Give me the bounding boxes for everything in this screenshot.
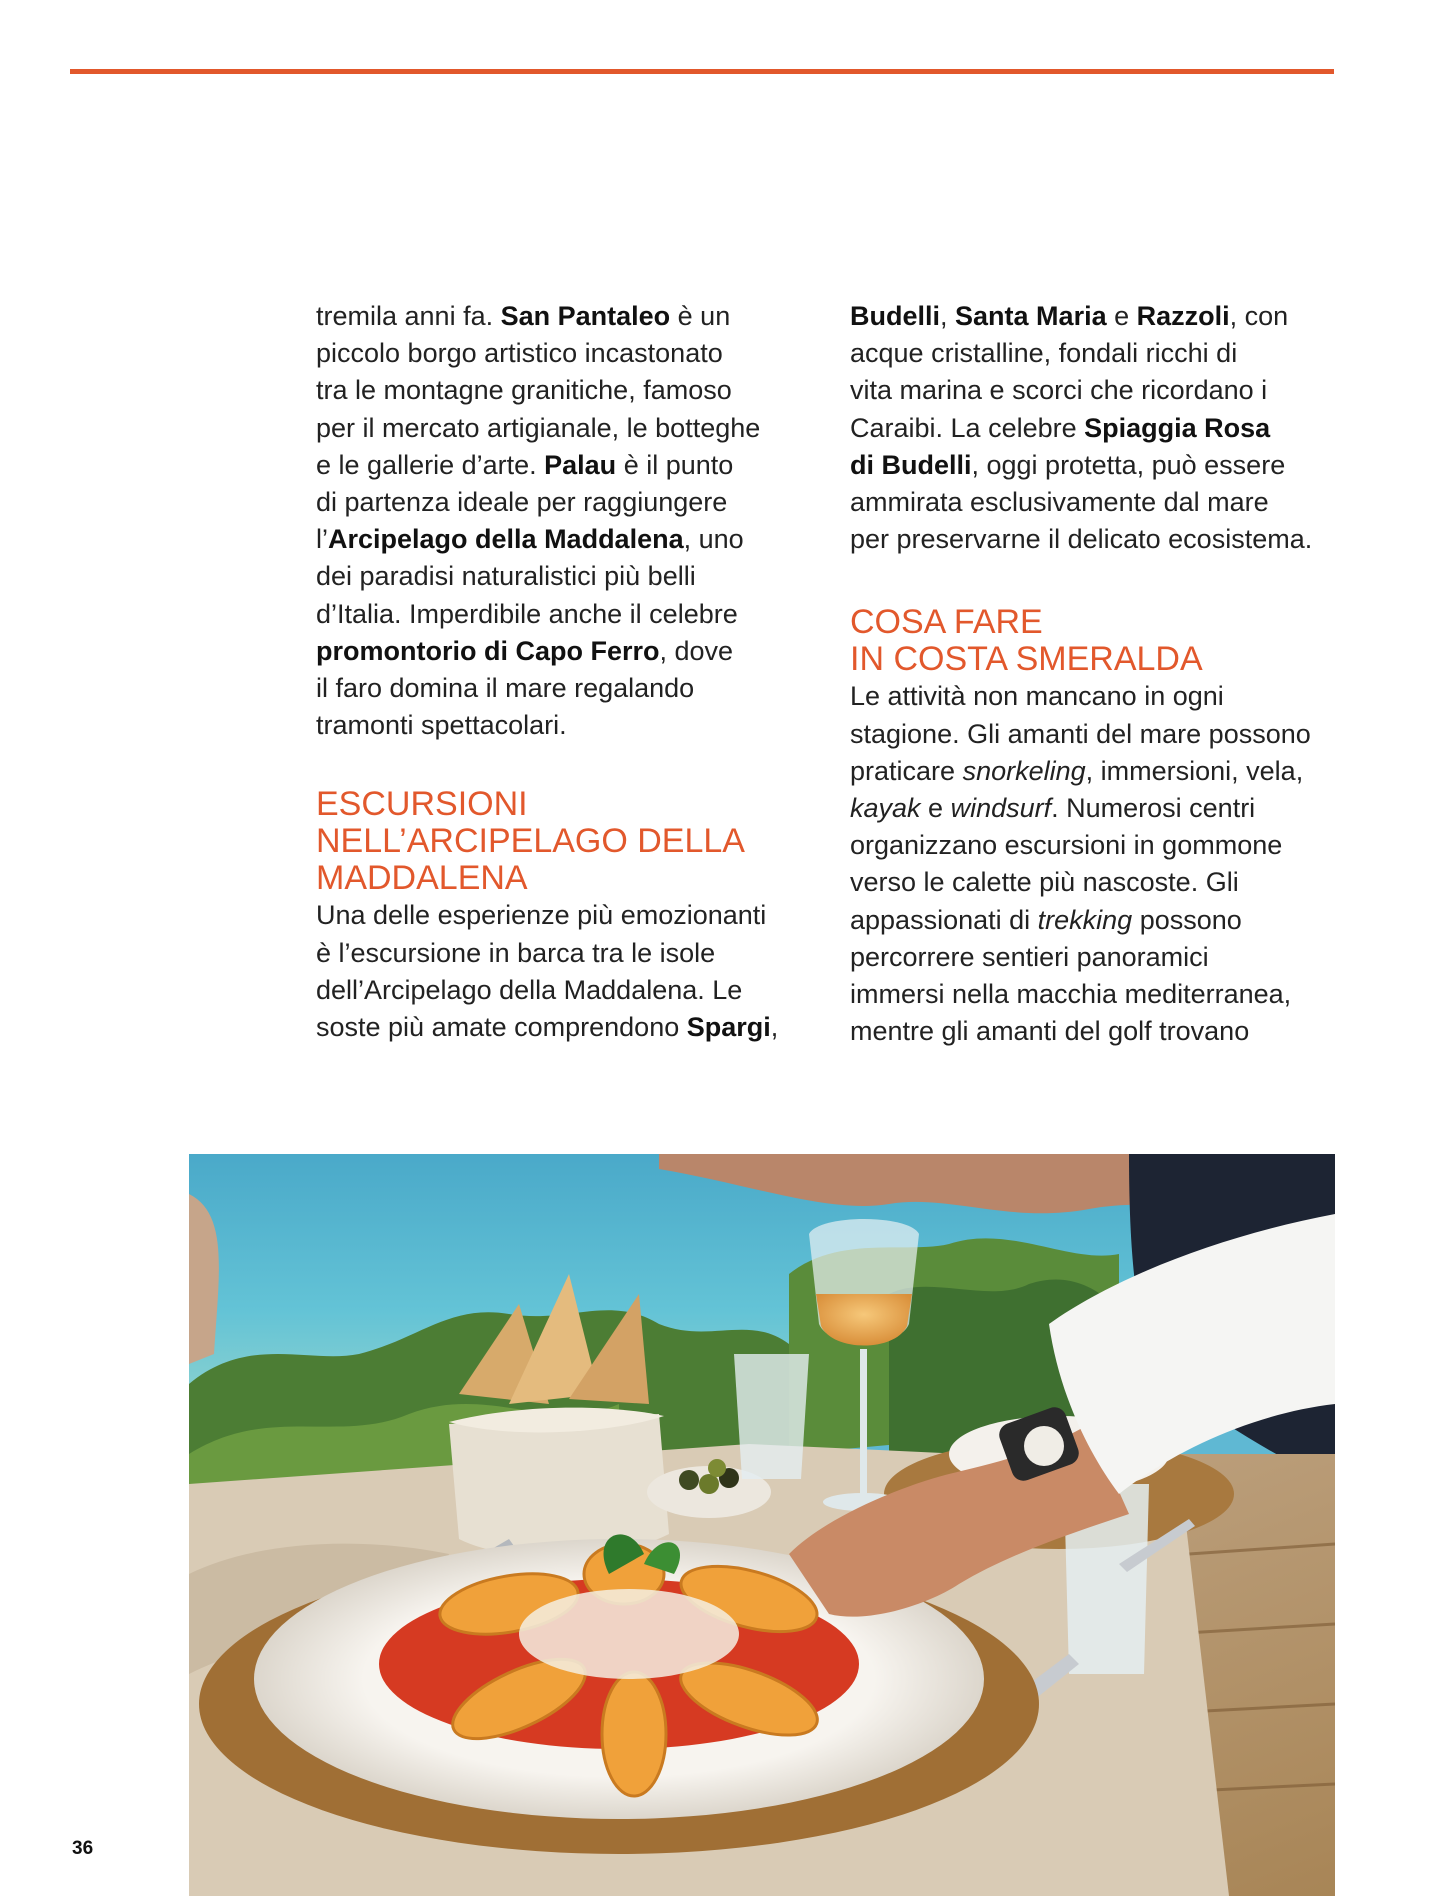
right-paragraph-1: Budelli, Santa Maria e Razzoli, con acque cristalline, fondali ricchi di vita marina e scorci che ricordano i Caraibi. La celebre Spiaggia Rosa di Budelli, oggi protetta, può essere ammirata esclusivamente dal mare per preservarne il delicato ecosistema. (850, 301, 1313, 555)
left-paragraph-1: tremila anni fa. San Pantaleo è un piccolo borgo artistico incastonato tra le montagne granitiche, famoso per il mercato artigianale, le botteghe e le gallerie d’arte. Palau è il punto di partenza ideale per raggiungere l’Arcipelago della Maddalena, uno dei paradisi naturalistici più belli d’Italia. Imperdibile anche il celebre promontorio di Capo Ferro, dove il faro domina il mare regalando tramonti spettacolari. (316, 301, 761, 741)
bold-term: San Pantaleo (500, 301, 671, 331)
bold-term: Budelli (850, 301, 941, 331)
italic-term: windsurf (950, 793, 1052, 824)
section-heading-escursioni: ESCURSIONI NELL’ARCIPELAGO DELLA MADDALENA (316, 785, 745, 898)
bold-term: Razzoli (1136, 301, 1230, 331)
food-photo (189, 1154, 1335, 1896)
bold-term: Spargi (686, 1012, 771, 1043)
bold-term: Santa Maria (955, 301, 1107, 331)
left-column (316, 298, 816, 1046)
italic-term: kayak (850, 793, 921, 824)
section-heading-cosa-fare: COSA FARE IN COSTA SMERALDA (850, 603, 1203, 679)
bold-term: Spiaggia Rosa di Budelli (850, 412, 1271, 480)
top-rule (70, 69, 1334, 74)
left-paragraph-2: Una delle esperienze più emozionanti è l’escursione in barca tra le isole dell’Arcipelago della Maddalena. Le soste più amate comprendono Spargi, (316, 900, 779, 1043)
page-number: 36 (72, 1838, 94, 1859)
bold-term: Arcipelago della Maddalena (328, 524, 684, 555)
italic-term: snorkeling (962, 755, 1086, 786)
right-column (850, 298, 1350, 1050)
bold-term: Palau (544, 449, 617, 480)
italic-term: trekking (1037, 904, 1133, 935)
right-paragraph-2: Le attività non mancano in ogni stagione. Gli amanti del mare possono praticare snorkeling, immersioni, vela, kayak e windsurf. Numerosi centri organizzano escursioni in gommone verso le calette più nascoste. Gli appassionati di trekking possono percorrere sentieri panoramici immersi nella macchia mediterranea, mentre gli amanti del golf trovano (850, 681, 1311, 1047)
bold-term: promontorio di Capo Ferro (316, 635, 660, 666)
